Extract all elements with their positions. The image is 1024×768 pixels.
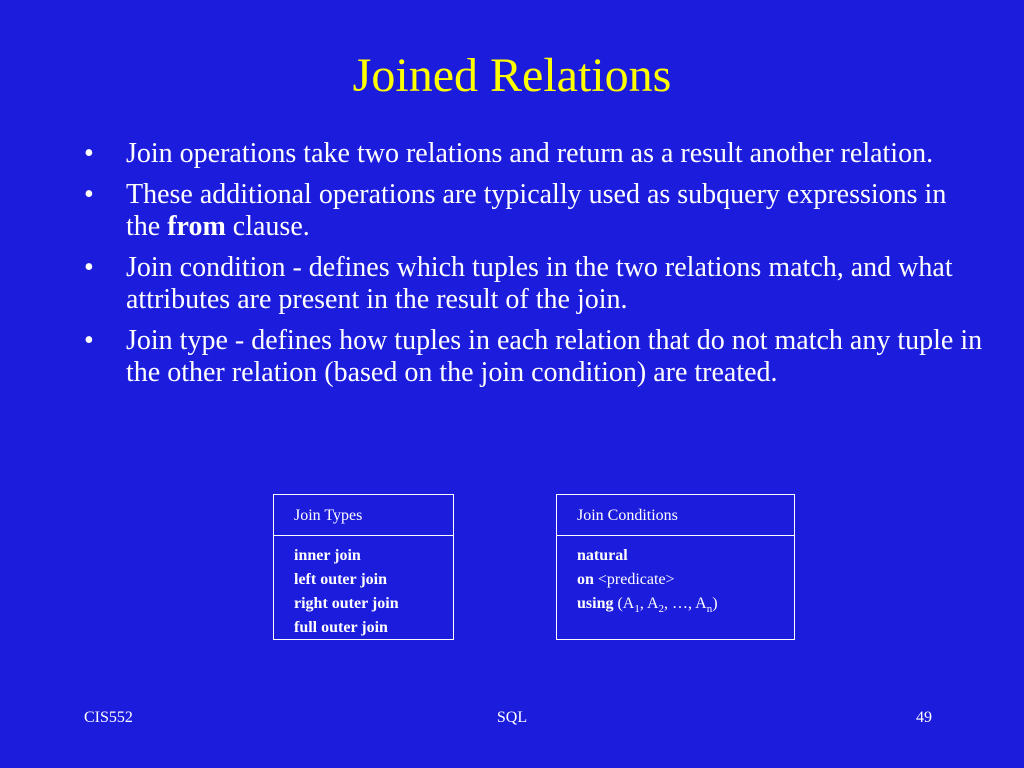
using-arguments [613,595,718,616]
join-types-box [273,494,454,640]
join-condition-on [577,568,794,592]
footer-topic: SQL [496,709,528,726]
subscript-1: 1 [634,603,640,616]
slide-title: Joined Relations [352,49,672,102]
using-sep-1: , A [639,595,659,612]
join-types-list [274,536,453,640]
subscript-2: 2 [658,603,665,616]
bullet-text: Join condition - defines which tuples in the two relations match, and what attributes are present in the result of the join. [126,252,953,315]
bullet-marker: • [84,179,94,210]
bullet-marker: • [84,252,94,283]
bullet-item [84,325,984,389]
join-conditions-list [557,536,794,621]
using-open: (A [613,595,635,612]
join-conditions-box [556,494,795,640]
bullet-text [126,179,946,242]
bullet-marker: • [84,325,94,356]
join-condition-using [577,592,794,621]
on-keyword: on [577,571,594,588]
using-close: ) [712,595,718,612]
using-sep-2: , …, A [664,595,707,612]
join-type-item: right outer join [294,595,399,612]
subscript-n: n [706,603,713,616]
join-conditions-header: Join Conditions [557,495,794,536]
bullet-keyword-from: from [167,211,226,242]
join-types-header: Join Types [274,495,453,536]
footer-course: CIS552 [84,709,133,726]
on-argument: <predicate> [593,571,675,588]
bullet-text: Join operations take two relations and return as a result another relation. [126,138,934,169]
bullet-text-post: clause. [225,211,310,242]
join-condition-natural: natural [577,547,628,564]
bullet-item [84,252,984,316]
bullet-text: Join type - defines how tuples in each relation that do not match any tuple in the other relation (based on the join condition) are treated. [126,325,983,388]
using-keyword: using [577,595,614,612]
bullet-marker: • [84,138,94,169]
join-type-item: left outer join [294,571,388,588]
bullet-text-pre: These additional operations are typically used as subquery expressions in the [126,179,947,242]
bullet-item [84,138,984,170]
bullet-item [84,179,984,243]
bullet-list [84,138,984,398]
join-type-item: inner join [294,547,361,564]
footer-page-number: 49 [916,709,932,726]
join-type-item: full outer join [294,619,388,636]
